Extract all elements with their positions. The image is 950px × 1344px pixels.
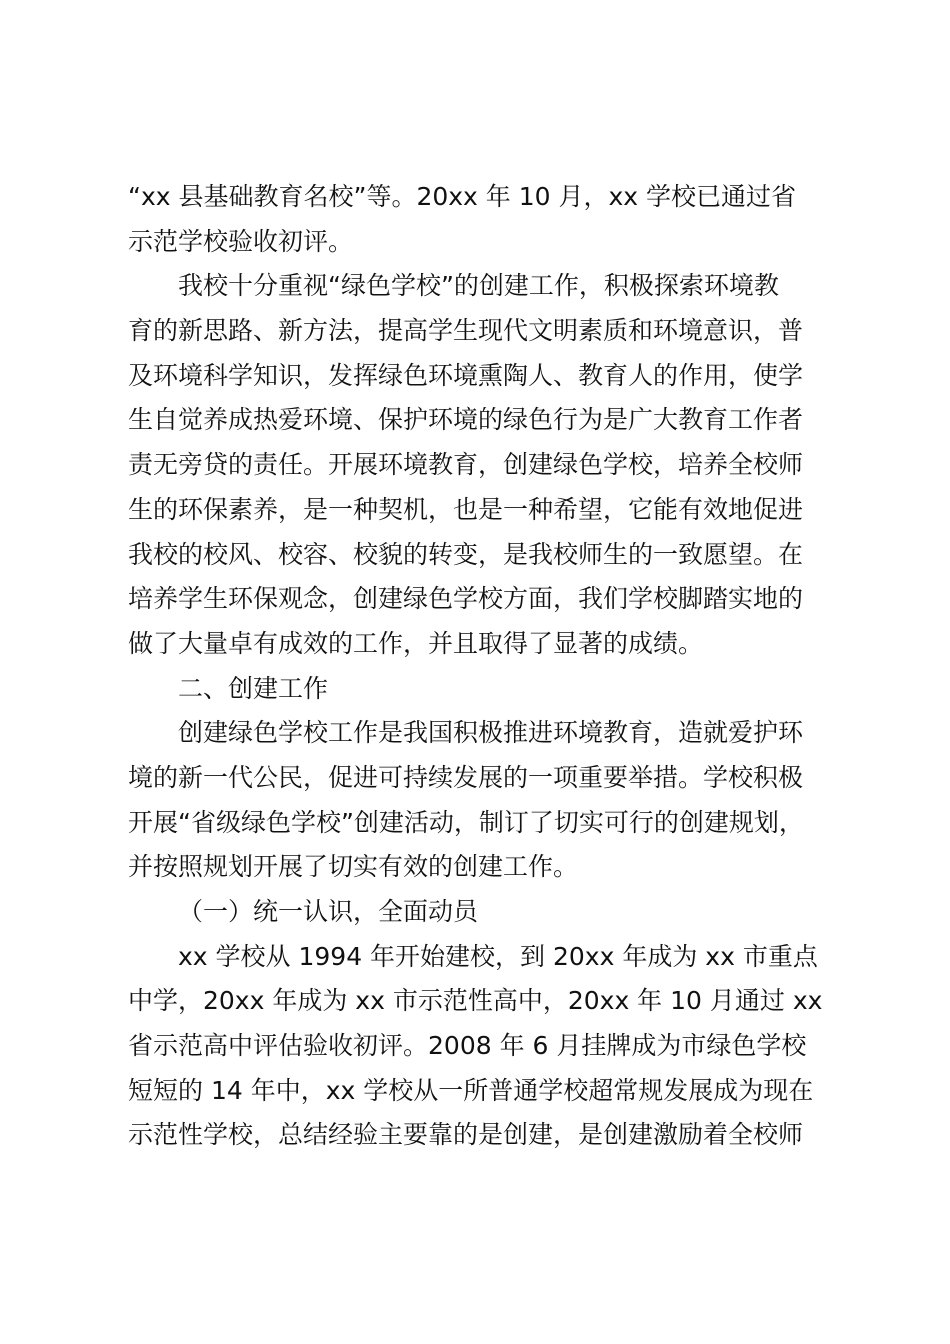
subsection-heading: （一）统一认识，全面动员 xyxy=(178,897,479,926)
text-line: 育的新思路、新方法，提高学生现代文明素质和环境意识，普 xyxy=(128,316,804,346)
text-line: 做了大量卓有成效的工作，并且取得了显著的成绩。 xyxy=(128,628,704,658)
paragraph-start: 创建绿色学校工作是我国积极推进环境教育，造就爱护环 xyxy=(178,718,804,748)
text-line: 短短的 14 年中，xx 学校从一所普通学校超常规发展成为现在 xyxy=(128,1075,814,1105)
text-line: 及环境科学知识，发挥绿色环境熏陶人、教育人的作用，使学 xyxy=(128,360,804,390)
text-line: 开展“省级绿色学校”创建活动，制订了切实可行的创建规划， xyxy=(128,807,804,837)
text-line: 生自觉养成热爱环境、保护环境的绿色行为是广大教育工作者 xyxy=(128,405,804,435)
paragraph-start: xx 学校从 1994 年开始建校，到 20xx 年成为 xx 市重点 xyxy=(178,941,818,971)
text-line: 中学，20xx 年成为 xx 市示范性高中，20xx 年 10 月通过 xx xyxy=(128,986,823,1016)
text-line: 示范学校验收初评。 xyxy=(128,226,354,256)
text-line: “xx 县基础教育名校”等。20xx 年 10 月，xx 学校已通过省 xyxy=(128,182,797,211)
text-line: 生的环保素养，是一种契机，也是一种希望，它能有效地促进 xyxy=(128,494,804,524)
paragraph-start: 我校十分重视“绿色学校”的创建工作，积极探索环境教 xyxy=(178,271,779,301)
text-line: 境的新一代公民，促进可持续发展的一项重要举措。学校积极 xyxy=(128,762,804,792)
document-body xyxy=(128,175,848,1158)
text-line: 省示范高中评估验收初评。2008 年 6 月挂牌成为市绿色学校 xyxy=(128,1031,807,1061)
text-line: 示范性学校，总结经验主要靠的是创建，是创建激励着全校师 xyxy=(128,1120,804,1150)
text-line: 责无旁贷的责任。开展环境教育，创建绿色学校，培养全校师 xyxy=(128,450,804,480)
section-heading: 二、创建工作 xyxy=(178,673,329,703)
text-line: 并按照规划开展了切实有效的创建工作。 xyxy=(128,852,579,882)
text-line: 我校的校风、校容、校貌的转变，是我校师生的一致愿望。在 xyxy=(128,539,804,569)
text-line: 培养学生环保观念，创建绿色学校方面，我们学校脚踏实地的 xyxy=(128,584,804,614)
